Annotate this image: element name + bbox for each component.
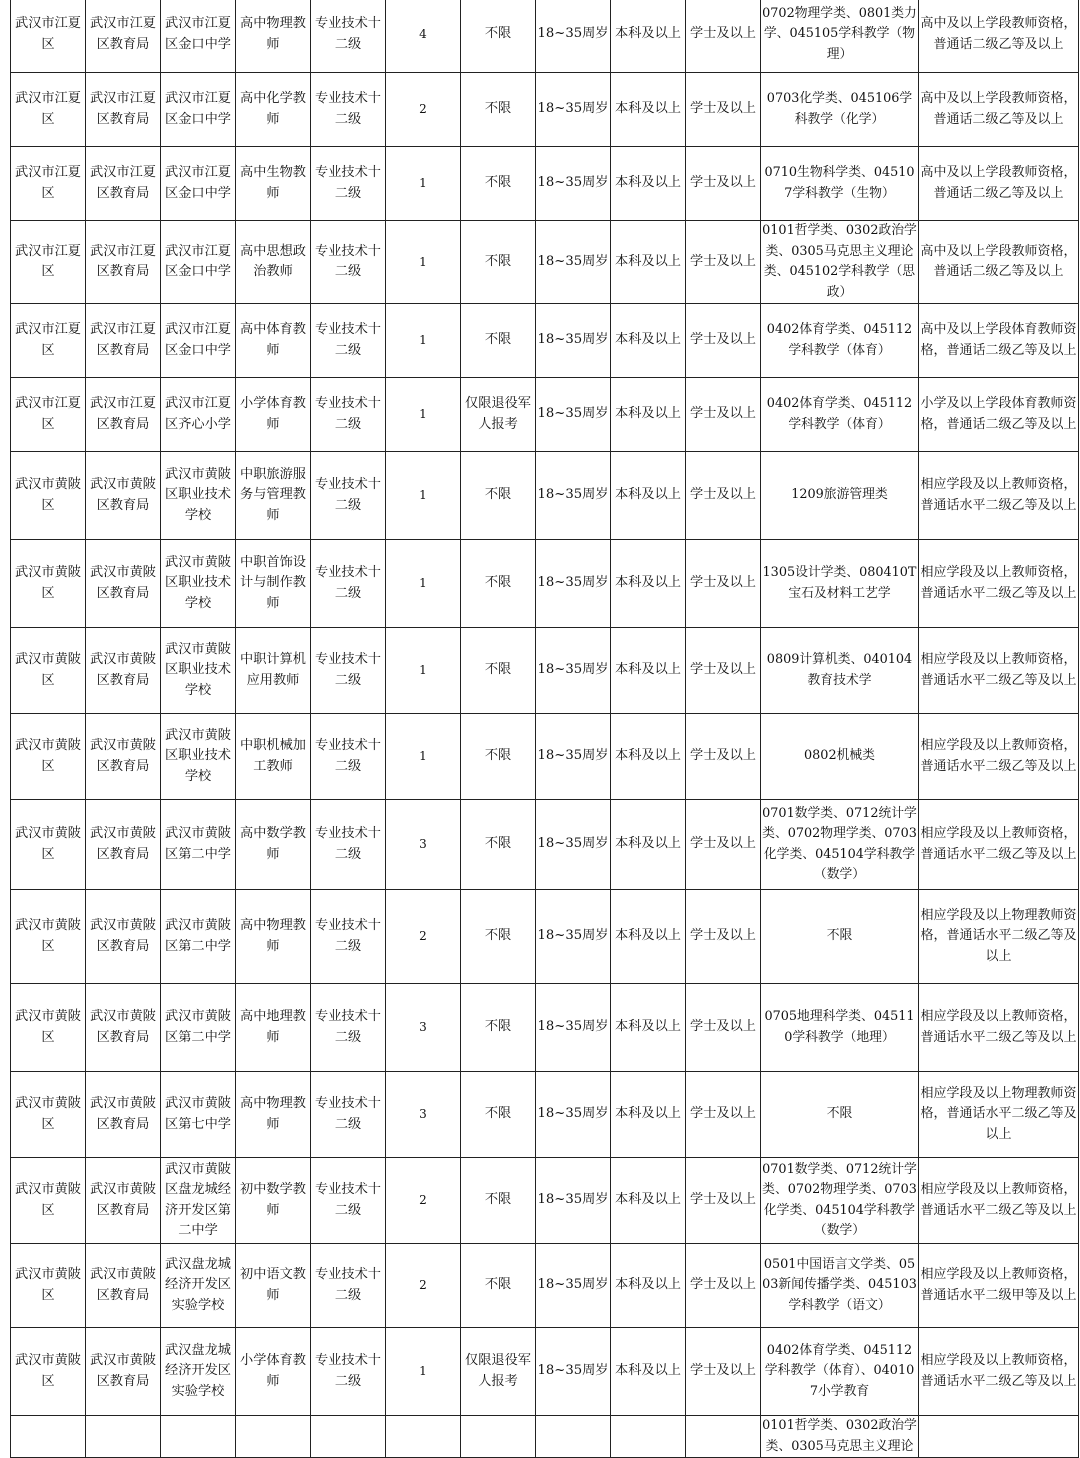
- cell-target: 仅限退役军人报考: [461, 1328, 536, 1416]
- cell-post: 小学体育教师: [236, 1328, 311, 1416]
- cell-age: 18~35周岁: [536, 452, 611, 540]
- cell-target: 不限: [461, 452, 536, 540]
- cell-level: [311, 1416, 386, 1458]
- cell-level: 专业技术十二级: [311, 1328, 386, 1416]
- cell-education: 本科及以上: [611, 1072, 686, 1158]
- table-body: [11, 0, 1079, 1458]
- cell-dept: 武汉市黄陂区教育局: [86, 800, 161, 890]
- cell-requirements: 高中及以上学段教师资格，普通话二级乙等及以上: [919, 73, 1079, 147]
- cell-unit: 武汉市黄陂区盘龙城经济开发区第二中学: [161, 1158, 236, 1244]
- cell-count: 1: [386, 628, 461, 714]
- cell-dept: 武汉市江夏区教育局: [86, 221, 161, 304]
- cell-major: 0402体育学类、045112学科教学（体育）: [761, 304, 919, 378]
- cell-major: 0705地理科学类、045110学科教学（地理）: [761, 984, 919, 1072]
- cell-level: 专业技术十二级: [311, 147, 386, 221]
- cell-dept: 武汉市黄陂区教育局: [86, 1244, 161, 1328]
- cell-major: 0101哲学类、0302政治学类、0305马克思主义理论: [761, 1416, 919, 1458]
- cell-count: 1: [386, 1328, 461, 1416]
- cell-district: 武汉市黄陂区: [11, 628, 86, 714]
- table-row: [11, 984, 1079, 1072]
- cell-degree: 学士及以上: [686, 628, 761, 714]
- cell-unit: 武汉市黄陂区第二中学: [161, 800, 236, 890]
- cell-degree: 学士及以上: [686, 714, 761, 800]
- cell-education: 本科及以上: [611, 0, 686, 73]
- cell-degree: 学士及以上: [686, 378, 761, 452]
- cell-education: 本科及以上: [611, 147, 686, 221]
- cell-education: [611, 1416, 686, 1458]
- cell-unit: 武汉市黄陂区职业技术学校: [161, 714, 236, 800]
- cell-post: 高中体育教师: [236, 304, 311, 378]
- cell-unit: 武汉市黄陂区职业技术学校: [161, 540, 236, 628]
- cell-requirements: 高中及以上学段教师资格，普通话二级乙等及以上: [919, 0, 1079, 73]
- cell-requirements: 相应学段及以上教师资格，普通话水平二级乙等及以上: [919, 984, 1079, 1072]
- cell-major: 0402体育学类、045112学科教学（体育）、040107小学教育: [761, 1328, 919, 1416]
- cell-degree: [686, 1416, 761, 1458]
- cell-degree: 学士及以上: [686, 0, 761, 73]
- cell-target: 不限: [461, 1158, 536, 1244]
- cell-requirements: 相应学段及以上教师资格，普通话水平二级乙等及以上: [919, 1158, 1079, 1244]
- cell-dept: 武汉市江夏区教育局: [86, 378, 161, 452]
- cell-age: 18~35周岁: [536, 221, 611, 304]
- cell-age: 18~35周岁: [536, 890, 611, 984]
- cell-district: 武汉市黄陂区: [11, 714, 86, 800]
- cell-target: 仅限退役军人报考: [461, 378, 536, 452]
- cell-age: 18~35周岁: [536, 714, 611, 800]
- cell-level: 专业技术十二级: [311, 540, 386, 628]
- cell-post: 高中生物教师: [236, 147, 311, 221]
- cell-unit: 武汉市江夏区金口中学: [161, 221, 236, 304]
- cell-education: 本科及以上: [611, 800, 686, 890]
- cell-age: [536, 1416, 611, 1458]
- cell-major: 1305设计学类、080410T宝石及材料工艺学: [761, 540, 919, 628]
- table-row: [11, 0, 1079, 73]
- cell-dept: 武汉市黄陂区教育局: [86, 890, 161, 984]
- cell-post: 中职旅游服务与管理教师: [236, 452, 311, 540]
- cell-dept: 武汉市江夏区教育局: [86, 0, 161, 73]
- table-row: [11, 452, 1079, 540]
- cell-degree: 学士及以上: [686, 1244, 761, 1328]
- cell-requirements: 相应学段及以上物理教师资格，普通话水平二级乙等及以上: [919, 890, 1079, 984]
- cell-post: 小学体育教师: [236, 378, 311, 452]
- cell-education: 本科及以上: [611, 304, 686, 378]
- cell-count: 1: [386, 147, 461, 221]
- cell-count: 2: [386, 1244, 461, 1328]
- cell-post: 高中思想政治教师: [236, 221, 311, 304]
- table-row: [11, 378, 1079, 452]
- cell-degree: 学士及以上: [686, 890, 761, 984]
- cell-post: [236, 1416, 311, 1458]
- cell-dept: 武汉市江夏区教育局: [86, 147, 161, 221]
- cell-degree: 学士及以上: [686, 984, 761, 1072]
- cell-education: 本科及以上: [611, 628, 686, 714]
- cell-requirements: 相应学段及以上教师资格，普通话水平二级乙等及以上: [919, 452, 1079, 540]
- cell-target: 不限: [461, 628, 536, 714]
- cell-district: 武汉市黄陂区: [11, 540, 86, 628]
- cell-district: 武汉市江夏区: [11, 73, 86, 147]
- cell-major: 0702物理学类、0801类力学、045105学科教学（物理）: [761, 0, 919, 73]
- cell-target: 不限: [461, 890, 536, 984]
- cell-dept: [86, 1416, 161, 1458]
- cell-post: 初中数学教师: [236, 1158, 311, 1244]
- cell-district: 武汉市黄陂区: [11, 800, 86, 890]
- cell-age: 18~35周岁: [536, 1244, 611, 1328]
- cell-count: 2: [386, 73, 461, 147]
- cell-district: 武汉市黄陂区: [11, 1072, 86, 1158]
- cell-requirements: 相应学段及以上教师资格，普通话水平二级甲等及以上: [919, 1244, 1079, 1328]
- cell-degree: 学士及以上: [686, 1072, 761, 1158]
- cell-unit: 武汉市江夏区齐心小学: [161, 378, 236, 452]
- cell-target: 不限: [461, 1072, 536, 1158]
- cell-district: [11, 1416, 86, 1458]
- cell-count: 2: [386, 890, 461, 984]
- cell-unit: 武汉市黄陂区职业技术学校: [161, 452, 236, 540]
- cell-major: 0703化学类、045106学科教学（化学）: [761, 73, 919, 147]
- cell-district: 武汉市江夏区: [11, 147, 86, 221]
- cell-requirements: 相应学段及以上教师资格，普通话水平二级乙等及以上: [919, 714, 1079, 800]
- cell-unit: 武汉市江夏区金口中学: [161, 147, 236, 221]
- cell-requirements: 高中及以上学段体育教师资格，普通话二级乙等及以上: [919, 304, 1079, 378]
- cell-degree: 学士及以上: [686, 540, 761, 628]
- cell-degree: 学士及以上: [686, 147, 761, 221]
- cell-level: 专业技术十二级: [311, 73, 386, 147]
- cell-unit: 武汉盘龙城经济开发区实验学校: [161, 1328, 236, 1416]
- cell-requirements: 高中及以上学段教师资格，普通话二级乙等及以上: [919, 221, 1079, 304]
- cell-education: 本科及以上: [611, 1244, 686, 1328]
- cell-degree: 学士及以上: [686, 221, 761, 304]
- cell-major: 0101哲学类、0302政治学类、0305马克思主义理论类、045102学科教学（思政）: [761, 221, 919, 304]
- cell-district: 武汉市黄陂区: [11, 1244, 86, 1328]
- cell-dept: 武汉市黄陂区教育局: [86, 1328, 161, 1416]
- cell-district: 武汉市江夏区: [11, 378, 86, 452]
- cell-district: 武汉市黄陂区: [11, 452, 86, 540]
- cell-dept: 武汉市黄陂区教育局: [86, 984, 161, 1072]
- cell-target: 不限: [461, 984, 536, 1072]
- cell-count: 3: [386, 1072, 461, 1158]
- cell-district: 武汉市江夏区: [11, 221, 86, 304]
- cell-requirements: 相应学段及以上教师资格，普通话水平二级乙等及以上: [919, 628, 1079, 714]
- cell-degree: 学士及以上: [686, 304, 761, 378]
- cell-degree: 学士及以上: [686, 1158, 761, 1244]
- cell-target: 不限: [461, 0, 536, 73]
- cell-post: 高中物理教师: [236, 890, 311, 984]
- cell-count: 3: [386, 984, 461, 1072]
- cell-major: 1209旅游管理类: [761, 452, 919, 540]
- cell-post: 初中语文教师: [236, 1244, 311, 1328]
- cell-level: 专业技术十二级: [311, 221, 386, 304]
- cell-age: 18~35周岁: [536, 800, 611, 890]
- cell-level: 专业技术十二级: [311, 0, 386, 73]
- table-row: [11, 221, 1079, 304]
- cell-post: 高中化学教师: [236, 73, 311, 147]
- table-row: [11, 1072, 1079, 1158]
- cell-requirements: 相应学段及以上教师资格，普通话水平二级乙等及以上: [919, 540, 1079, 628]
- cell-degree: 学士及以上: [686, 73, 761, 147]
- cell-requirements: 相应学段及以上教师资格，普通话水平二级乙等及以上: [919, 1328, 1079, 1416]
- cell-level: 专业技术十二级: [311, 984, 386, 1072]
- cell-target: 不限: [461, 800, 536, 890]
- cell-unit: 武汉市黄陂区第二中学: [161, 984, 236, 1072]
- table-row: [11, 1328, 1079, 1416]
- cell-dept: 武汉市黄陂区教育局: [86, 1072, 161, 1158]
- cell-dept: 武汉市黄陂区教育局: [86, 714, 161, 800]
- cell-age: 18~35周岁: [536, 0, 611, 73]
- cell-education: 本科及以上: [611, 540, 686, 628]
- cell-level: 专业技术十二级: [311, 1158, 386, 1244]
- cell-dept: 武汉市江夏区教育局: [86, 73, 161, 147]
- cell-age: 18~35周岁: [536, 1072, 611, 1158]
- table-row: [11, 1158, 1079, 1244]
- cell-count: 1: [386, 304, 461, 378]
- cell-education: 本科及以上: [611, 890, 686, 984]
- cell-dept: 武汉市黄陂区教育局: [86, 452, 161, 540]
- table-row: [11, 800, 1079, 890]
- cell-age: 18~35周岁: [536, 628, 611, 714]
- cell-district: 武汉市黄陂区: [11, 1328, 86, 1416]
- cell-district: 武汉市黄陂区: [11, 890, 86, 984]
- cell-target: 不限: [461, 147, 536, 221]
- cell-major: 0710生物科学类、045107学科教学（生物）: [761, 147, 919, 221]
- cell-major: 0701数学类、0712统计学类、0702物理学类、0703化学类、045104学科教学（数学）: [761, 1158, 919, 1244]
- cell-dept: 武汉市黄陂区教育局: [86, 540, 161, 628]
- cell-level: 专业技术十二级: [311, 628, 386, 714]
- cell-post: 高中物理教师: [236, 0, 311, 73]
- cell-requirements: 相应学段及以上教师资格，普通话水平二级乙等及以上: [919, 800, 1079, 890]
- cell-age: 18~35周岁: [536, 1328, 611, 1416]
- cell-major: 0802机械类: [761, 714, 919, 800]
- cell-unit: 武汉市江夏区金口中学: [161, 73, 236, 147]
- table-row: [11, 304, 1079, 378]
- cell-education: 本科及以上: [611, 984, 686, 1072]
- table-row: [11, 628, 1079, 714]
- cell-age: 18~35周岁: [536, 147, 611, 221]
- cell-target: [461, 1416, 536, 1458]
- cell-target: 不限: [461, 1244, 536, 1328]
- table-row: [11, 714, 1079, 800]
- cell-age: 18~35周岁: [536, 540, 611, 628]
- cell-dept: 武汉市黄陂区教育局: [86, 1158, 161, 1244]
- cell-education: 本科及以上: [611, 73, 686, 147]
- cell-target: 不限: [461, 714, 536, 800]
- cell-education: 本科及以上: [611, 1158, 686, 1244]
- cell-level: 专业技术十二级: [311, 1072, 386, 1158]
- cell-district: 武汉市江夏区: [11, 0, 86, 73]
- table-row: [11, 890, 1079, 984]
- cell-post: 高中地理教师: [236, 984, 311, 1072]
- cell-age: 18~35周岁: [536, 73, 611, 147]
- cell-count: 1: [386, 452, 461, 540]
- cell-level: 专业技术十二级: [311, 890, 386, 984]
- cell-count: 1: [386, 714, 461, 800]
- cell-major: 不限: [761, 890, 919, 984]
- table-row: [11, 147, 1079, 221]
- cell-post: 中职机械加工教师: [236, 714, 311, 800]
- cell-count: 1: [386, 378, 461, 452]
- cell-post: 高中数学教师: [236, 800, 311, 890]
- cell-degree: 学士及以上: [686, 452, 761, 540]
- cell-count: 1: [386, 540, 461, 628]
- cell-district: 武汉市江夏区: [11, 304, 86, 378]
- cell-major: 0701数学类、0712统计学类、0702物理学类、0703化学类、045104学科教学（数学）: [761, 800, 919, 890]
- cell-unit: 武汉市黄陂区第二中学: [161, 890, 236, 984]
- cell-dept: 武汉市黄陂区教育局: [86, 628, 161, 714]
- cell-education: 本科及以上: [611, 714, 686, 800]
- cell-age: 18~35周岁: [536, 304, 611, 378]
- cell-requirements: 小学及以上学段体育教师资格，普通话二级乙等及以上: [919, 378, 1079, 452]
- cell-level: 专业技术十二级: [311, 1244, 386, 1328]
- table-row: [11, 540, 1079, 628]
- table-row: [11, 1244, 1079, 1328]
- cell-post: 高中物理教师: [236, 1072, 311, 1158]
- cell-target: 不限: [461, 73, 536, 147]
- cell-age: 18~35周岁: [536, 1158, 611, 1244]
- cell-education: 本科及以上: [611, 452, 686, 540]
- cell-post: 中职首饰设计与制作教师: [236, 540, 311, 628]
- cell-education: 本科及以上: [611, 1328, 686, 1416]
- cell-district: 武汉市黄陂区: [11, 1158, 86, 1244]
- cell-requirements: 高中及以上学段教师资格，普通话二级乙等及以上: [919, 147, 1079, 221]
- cell-level: 专业技术十二级: [311, 714, 386, 800]
- cell-target: 不限: [461, 540, 536, 628]
- cell-count: [386, 1416, 461, 1458]
- cell-target: 不限: [461, 304, 536, 378]
- cell-unit: [161, 1416, 236, 1458]
- cell-level: 专业技术十二级: [311, 304, 386, 378]
- cell-dept: 武汉市江夏区教育局: [86, 304, 161, 378]
- cell-age: 18~35周岁: [536, 984, 611, 1072]
- cell-unit: 武汉市黄陂区第七中学: [161, 1072, 236, 1158]
- cell-major: 0402体育学类、045112学科教学（体育）: [761, 378, 919, 452]
- cell-major: 不限: [761, 1072, 919, 1158]
- cell-requirements: 相应学段及以上物理教师资格，普通话水平二级乙等及以上: [919, 1072, 1079, 1158]
- cell-district: 武汉市黄陂区: [11, 984, 86, 1072]
- cell-unit: 武汉市江夏区金口中学: [161, 0, 236, 73]
- cell-education: 本科及以上: [611, 378, 686, 452]
- cell-degree: 学士及以上: [686, 1328, 761, 1416]
- table-row: [11, 73, 1079, 147]
- cell-count: 2: [386, 1158, 461, 1244]
- recruitment-table: [10, 0, 1079, 1458]
- cell-major: 0501中国语言文学类、0503新闻传播学类、045103学科教学（语文）: [761, 1244, 919, 1328]
- cell-count: 1: [386, 221, 461, 304]
- cell-count: 3: [386, 800, 461, 890]
- cell-degree: 学士及以上: [686, 800, 761, 890]
- cell-major: 0809计算机类、040104教育技术学: [761, 628, 919, 714]
- cell-unit: 武汉市江夏区金口中学: [161, 304, 236, 378]
- cell-education: 本科及以上: [611, 221, 686, 304]
- cell-level: 专业技术十二级: [311, 800, 386, 890]
- cell-target: 不限: [461, 221, 536, 304]
- cell-unit: 武汉市黄陂区职业技术学校: [161, 628, 236, 714]
- cell-post: 中职计算机应用教师: [236, 628, 311, 714]
- cell-age: 18~35周岁: [536, 378, 611, 452]
- cell-requirements: [919, 1416, 1079, 1458]
- cell-level: 专业技术十二级: [311, 378, 386, 452]
- cell-unit: 武汉盘龙城经济开发区实验学校: [161, 1244, 236, 1328]
- cell-level: 专业技术十二级: [311, 452, 386, 540]
- table-row: [11, 1416, 1079, 1458]
- cell-count: 4: [386, 0, 461, 73]
